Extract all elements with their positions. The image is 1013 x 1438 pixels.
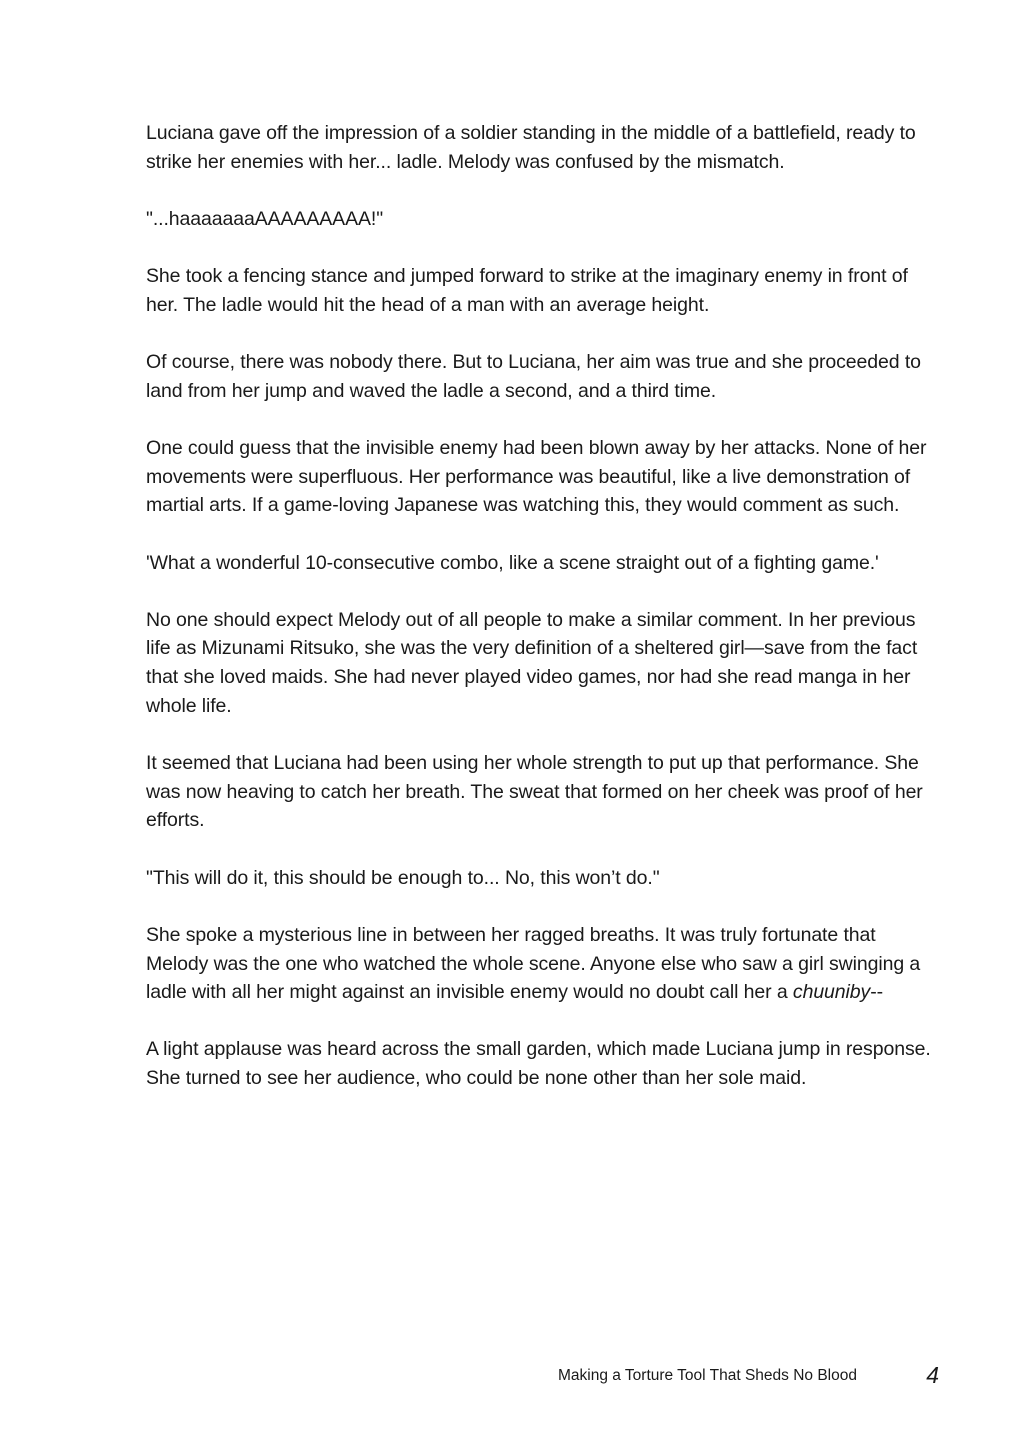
paragraph-10-italic-term: chuuniby	[792, 981, 871, 1004]
page-body	[146, 119, 936, 1121]
page-number: 4	[926, 1362, 939, 1388]
paragraph-4: Of course, there was nobody there. But to Luciana, her aim was true and she proceeded to land from her jump and waved the ladle a second, and a third time.	[146, 351, 921, 402]
paragraph-11: A light applause was heard across the small garden, which made Luciana jump in response. She turned to see her audience, who could be none other than her sole maid.	[146, 1038, 931, 1090]
footer-book-title: Making a Torture Tool That Sheds No Blood	[558, 1367, 857, 1384]
paragraph-7: No one should expect Melody out of all people to make a similar comment. In her previous life as Mizunami Ritsuko, she was the very definition of a sheltered girl—save from the fact that she loved maids. She had never played video games, nor had she read manga in her whole life.	[146, 608, 918, 717]
paragraph-9: "This will do it, this should be enough to... No, this won’t do."	[146, 866, 660, 889]
paragraph-8: It seemed that Luciana had been using her whole strength to put up that performance. She was now heaving to catch her breath. The sweat that formed on her cheek was proof of her efforts.	[146, 752, 923, 832]
paragraph-10-text: She spoke a mysterious line in between her ragged breaths. It was truly fortunate that Melody was the one who watched the whole scene. Anyone else who saw a girl swinging a ladle with all her might against an invisible enemy would no doubt call her a	[146, 923, 921, 1004]
paragraph-10-trailing-dash: --	[870, 981, 883, 1004]
paragraph-10	[146, 921, 936, 1007]
paragraph-2: "...haaaaaaaAAAAAAAAA!"	[146, 207, 384, 230]
paragraph-5: One could guess that the invisible enemy had been blown away by her attacks. None of her movements were superfluous. Her performance was beautiful, like a live demonstration of martial arts. If a game-loving Japanese was watching this, they would comment as such.	[146, 436, 927, 517]
paragraph-6: 'What a wonderful 10-consecutive combo, like a scene straight out of a fighting game.'	[146, 551, 879, 574]
paragraph-3: She took a fencing stance and jumped forward to strike at the imaginary enemy in front of her. The ladle would hit the head of a man with an average height.	[146, 265, 908, 316]
paragraph-1: Luciana gave off the impression of a soldier standing in the middle of a battlefield, ready to strike her enemies with her... ladle. Melody was confused by the mismatch.	[146, 122, 916, 173]
